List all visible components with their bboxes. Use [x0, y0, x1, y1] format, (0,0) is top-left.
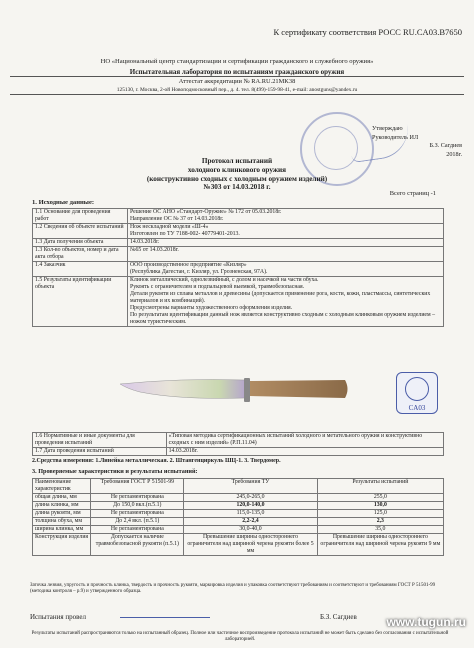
table-cell: ширина клинка, мм	[33, 526, 91, 534]
logo-label: CA03	[408, 404, 426, 412]
table-cell: Конструкция изделия	[33, 534, 91, 556]
title-line: холодного клинкового оружия	[187, 165, 287, 174]
title-line: Протокол испытаний	[201, 157, 273, 165]
table-row	[33, 494, 444, 502]
tester-signature	[120, 609, 210, 618]
table-cell: Клинок металлический, однолезвийный, с долом и насечкой на части обуха. Рукоять с ограничителем и подпальцевой выемкой, травмобезопасная. Детали рукояти из сплава металлов и древесины (допускается применение рога, кости, кожи, пластмассы, синтетических материалов и их комбинаций). Предусмотрены варианты художественного оформления изделия. По результатам идентификации данный нож является конструктивно сходным с холодным клинковым оружием изделием – ножом туристическим.	[128, 277, 444, 327]
table-cell: 1.3 Дата получения объекта	[33, 239, 128, 247]
table-cell: 255,0	[317, 494, 443, 502]
table-cell: 130,0	[317, 502, 443, 510]
table-cell: длина клинка, мм	[33, 502, 91, 510]
table-cell: 125,0	[317, 510, 443, 518]
column-header: Наименование характеристик	[33, 479, 91, 494]
table-cell: 1.5 Результаты идентификации объекта	[33, 277, 128, 327]
table-row	[33, 510, 444, 518]
table-cell: 2,3	[317, 518, 443, 526]
approve-line: Б.З. Сагдиев	[429, 142, 462, 149]
table-cell: «Типовая методика сертификационных испытаний холодного и метательного оружия и конструктивно сходных с ним изделий» (Р.П.11.04)	[166, 433, 443, 448]
table-cell: 2,2-2,4	[184, 518, 317, 526]
table-row	[33, 502, 444, 510]
section-2: 2.Средства измерения: 1.Линейка металлическая. 2. Штангенциркуль ШЦ-1. 3. Твердомер.	[32, 458, 281, 464]
table-cell: 1.4 Заказчик	[33, 262, 128, 277]
table-header-row	[33, 479, 444, 494]
table-cell: 14.03.2018г.	[128, 239, 444, 247]
table-cell: Не регламентирована	[91, 510, 184, 518]
title-line: (конструктивно сходных с холодным оружием изделий)	[146, 174, 328, 183]
organization-name: НО «Национальный центр стандартизации и сертификации гражданского и служебного оружия»	[100, 58, 374, 65]
column-header: Требования ГОСТ Р 51501-99	[91, 479, 184, 494]
test-docs-table	[32, 432, 444, 456]
knife-image	[120, 374, 350, 406]
results-table	[32, 478, 444, 556]
table-cell: Не регламентирована	[91, 494, 184, 502]
table-cell: 14.03.2018г.	[166, 448, 443, 456]
table-row	[33, 247, 444, 262]
table-cell: 1.6 Нормативные и иные документы для проведения испытаний	[33, 433, 167, 448]
table-cell: 115,0-135,0	[184, 510, 317, 518]
table-cell: 1.3 Кол-во объектов, номер и дата акта отбора	[33, 247, 128, 262]
footnote: Заточка лезвия, упругость и прочность клинка, твердость и прочность рукояти, маркировка изделия и упаковка соответствуют требованиям и соответствуют и требованиям ГОСТ Р 51501-99 (методика контроля – р.9) и утвержденного образца.	[30, 583, 436, 594]
table-cell: Превышение ширины одностороннего ограничителя над шириной черена рукояти 9 мм	[317, 534, 443, 556]
table-cell: 1.2 Сведения об объекте испытаний	[33, 224, 128, 239]
table-cell: Не регламентирована	[91, 526, 184, 534]
table-cell: 245,0-265,0	[184, 494, 317, 502]
table-cell: 30,0-40,0	[184, 526, 317, 534]
column-header: Требования ТУ	[184, 479, 317, 494]
certification-logo	[396, 372, 438, 414]
approve-line: Утверждаю	[372, 125, 403, 132]
table-cell: До 150,0 вкл.(п.5.1)	[91, 502, 184, 510]
certificate-ref: К сертификату соответствия РОСС RU.CA03.B7650	[273, 27, 462, 37]
table-row	[33, 433, 444, 448]
table-row	[33, 224, 444, 239]
watermark: www.tugun.ru	[386, 615, 466, 629]
address-line: 125130, г. Москва, 2-ой Новоподмосковный пер., д. 4. тел. 8(499)-159-98-41, e-mail: anostguns@yandex.ru	[10, 87, 464, 95]
table-cell: общая длина, мм	[33, 494, 91, 502]
disclaimer: Результаты испытаний распространяются только на испытанный образец. Полное или частичное воспроизведение протокола испытаний не может быть сделано без согласования с испытательной лабораторией.	[31, 631, 449, 642]
table-cell: Превышение ширины одностороннего ограничителя над шириной черена рукояти более 5 мм	[184, 534, 317, 556]
table-row	[33, 209, 444, 224]
pct-mark-icon	[405, 377, 429, 401]
approval-block	[372, 125, 462, 159]
section-3-heading: 3. Проверяемые характеристики и результаты испытаний:	[32, 468, 198, 475]
table-cell: До 2,4 вкл. (п.5.1)	[91, 518, 184, 526]
table-cell: №65 от 14.03.2018г.	[128, 247, 444, 262]
protocol-title	[10, 157, 464, 192]
table-row	[33, 262, 444, 277]
tester-name: Б.З. Сагдиев	[320, 613, 357, 621]
table-cell: Решение ОС АНО «Стандарт-Оружие» № 172 от 05.03.2018г. Направление ОС № 37 от 14.03.2018г.	[128, 209, 444, 224]
source-data-table	[32, 208, 444, 327]
table-cell: длина рукояти, мм	[33, 510, 91, 518]
table-cell: толщина обуха, мм	[33, 518, 91, 526]
approve-line: Руководитель ИЛ	[372, 133, 419, 141]
table-row	[33, 239, 444, 247]
table-row	[33, 534, 444, 556]
table-cell: 35,0	[317, 526, 443, 534]
table-cell: Нож нескладной модели «Ш-4» Изготовлен по ТУ 7188-002- 40779401-2013.	[128, 224, 444, 239]
table-cell: 1.7 Дата проведения испытаний	[33, 448, 167, 456]
table-row	[33, 518, 444, 526]
table-cell: ООО производственное предприятие «Кизляр» (Республика Дагестан, г. Кизляр, ул. Грозненская, 97А).	[128, 262, 444, 277]
laboratory-name: Испытательная лаборатория по испытаниям гражданского оружия	[10, 68, 464, 77]
page-count: Всего страниц -1	[389, 190, 436, 197]
table-cell: 1.1 Основание для проведения работ	[33, 209, 128, 224]
table-cell: Допускается наличие травмобезопасной рукояти (п.5.1)	[91, 534, 184, 556]
section-1-heading: 1. Исходные данные:	[32, 199, 95, 206]
table-cell: 120,0-140,0	[184, 502, 317, 510]
tester-label: Испытания провел	[30, 613, 86, 621]
approve-line: 2018г.	[446, 150, 462, 158]
table-row	[33, 448, 444, 456]
accreditation: Аттестат аккредитации № RA.RU.21MK38	[178, 78, 296, 85]
title-line: №303 от 14.03.2018 г.	[203, 183, 271, 192]
column-header: Результаты испытаний	[317, 479, 443, 494]
table-row	[33, 526, 444, 534]
table-row	[33, 277, 444, 327]
